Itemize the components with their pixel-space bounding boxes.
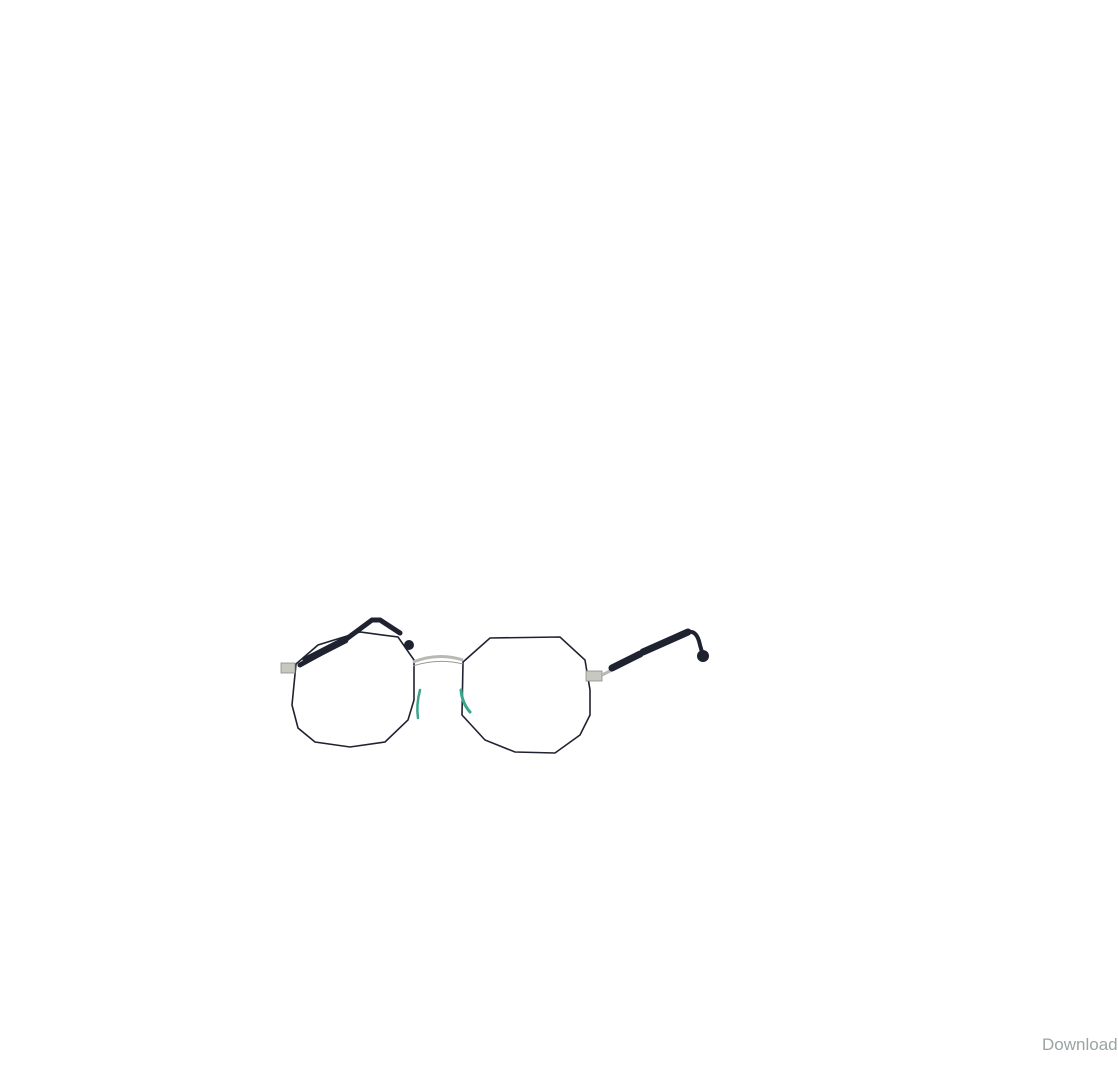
right-lens-rim (462, 637, 590, 753)
left-temple-arm (300, 620, 414, 665)
download-link[interactable]: Download (1042, 1035, 1118, 1054)
right-temple-arm (602, 632, 709, 675)
right-hinge (586, 671, 602, 681)
left-lens-rim (292, 632, 414, 747)
left-hinge (281, 663, 295, 673)
left-nose-pad (417, 690, 420, 718)
